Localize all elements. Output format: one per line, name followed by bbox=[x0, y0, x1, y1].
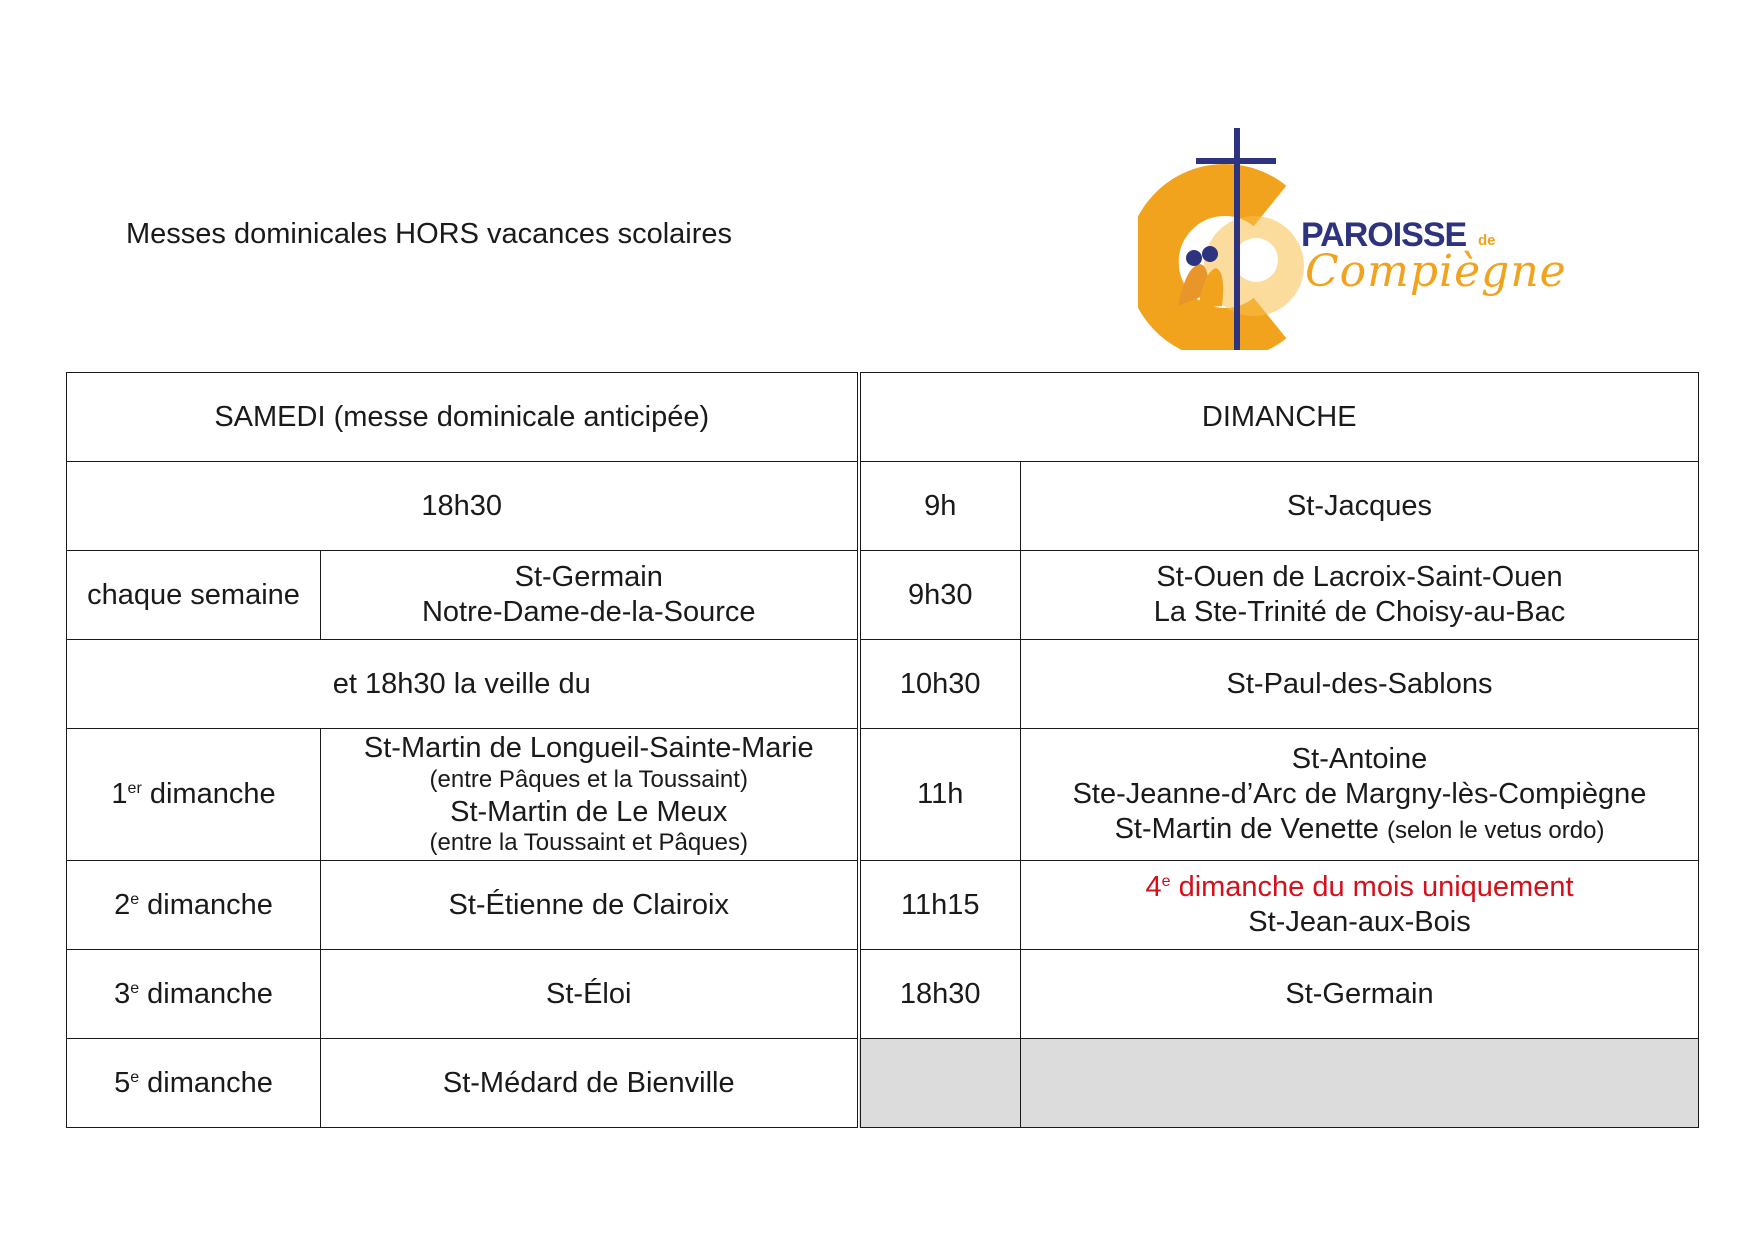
logo-word-city: Compiègne bbox=[1305, 246, 1567, 297]
church-name: Ste-Jeanne-d’Arc de Margny-lès-Compiègne bbox=[1072, 778, 1647, 811]
ordinal-suffix: e bbox=[130, 890, 140, 908]
church-name: St-Ouen de Lacroix-Saint-Ouen bbox=[1156, 561, 1563, 594]
samedi-frequency bbox=[67, 861, 321, 950]
frequency-label: dimanche bbox=[139, 888, 273, 921]
samedi-frequency bbox=[67, 950, 321, 1039]
ordinal-number: 3 bbox=[114, 977, 131, 1010]
samedi-church: St-Étienne de Clairoix bbox=[321, 861, 859, 950]
ordinal-suffix: e bbox=[1161, 873, 1171, 891]
ordinal-suffix: er bbox=[127, 780, 142, 798]
ordinal-number: 5 bbox=[114, 1066, 131, 1099]
document-title: Messes dominicales HORS vacances scolaires bbox=[126, 218, 732, 250]
samedi-frequency bbox=[67, 729, 321, 861]
table-row bbox=[67, 640, 1699, 729]
samedi-church: St-Médard de Bienville bbox=[321, 1039, 859, 1128]
samedi-churches bbox=[321, 729, 859, 861]
dimanche-churches bbox=[1021, 729, 1699, 861]
samedi-time: 18h30 bbox=[67, 462, 859, 551]
samedi-frequency bbox=[67, 1039, 321, 1128]
logo-word-de: de bbox=[1478, 232, 1496, 249]
church-name: St-Jean-aux-Bois bbox=[1248, 906, 1471, 938]
dimanche-time: 11h bbox=[859, 729, 1021, 861]
samedi-header: SAMEDI (messe dominicale anticipée) bbox=[67, 373, 859, 462]
table-row bbox=[67, 729, 1699, 861]
table-row bbox=[67, 551, 1699, 640]
samedi-churches bbox=[321, 551, 859, 640]
special-notice bbox=[1027, 870, 1692, 905]
church-note: (entre Pâques et la Toussaint) bbox=[429, 765, 748, 793]
frequency-label: dimanche bbox=[141, 778, 276, 811]
ordinal-number: 4 bbox=[1145, 871, 1162, 904]
parish-logo bbox=[1138, 128, 1567, 350]
ordinal-number: 2 bbox=[114, 888, 131, 921]
table-row bbox=[67, 1039, 1699, 1128]
church-name: St-Antoine bbox=[1291, 743, 1428, 776]
table-header-row bbox=[67, 373, 1699, 462]
church-name: St-Martin de Longueil-Sainte-Marie bbox=[363, 731, 814, 764]
dimanche-time: 18h30 bbox=[859, 950, 1021, 1039]
ordinal-suffix: e bbox=[130, 1068, 140, 1086]
dimanche-time: 11h15 bbox=[859, 861, 1021, 950]
dimanche-church: St-Jacques bbox=[1021, 462, 1699, 551]
church-note: (entre la Toussaint et Pâques) bbox=[429, 829, 748, 857]
table-row bbox=[67, 462, 1699, 551]
table-row bbox=[67, 861, 1699, 950]
church-name: St-Germain bbox=[514, 561, 663, 594]
dimanche-church: St-Germain bbox=[1021, 950, 1699, 1039]
samedi-time: et 18h30 la veille du bbox=[67, 640, 859, 729]
empty-cell bbox=[859, 1039, 1021, 1128]
church-name: La Ste-Trinité de Choisy-au-Bac bbox=[1153, 596, 1566, 628]
frequency-label: dimanche bbox=[139, 1066, 273, 1099]
dimanche-church: St-Paul-des-Sablons bbox=[1021, 640, 1699, 729]
church-line bbox=[1027, 812, 1692, 847]
church-note: (selon le vetus ordo) bbox=[1387, 816, 1605, 844]
dimanche-time: 10h30 bbox=[859, 640, 1021, 729]
dimanche-header: DIMANCHE bbox=[859, 373, 1699, 462]
empty-cell bbox=[1021, 1039, 1699, 1128]
dimanche-churches bbox=[1021, 861, 1699, 950]
samedi-frequency: chaque semaine bbox=[67, 551, 321, 640]
notice-text: dimanche du mois uniquement bbox=[1170, 871, 1574, 904]
samedi-church: St-Éloi bbox=[321, 950, 859, 1039]
table-row bbox=[67, 950, 1699, 1039]
logo-word-paroisse: PAROISSE bbox=[1301, 216, 1467, 254]
mass-schedule-table bbox=[66, 372, 1699, 1128]
ordinal-suffix: e bbox=[130, 979, 140, 997]
church-name: St-Martin de Le Meux bbox=[450, 795, 728, 828]
church-name: St-Martin de Venette bbox=[1114, 812, 1379, 845]
church-name: Notre-Dame-de-la-Source bbox=[421, 596, 756, 628]
frequency-label: dimanche bbox=[139, 977, 273, 1010]
ordinal-number: 1 bbox=[111, 778, 128, 811]
dimanche-time: 9h30 bbox=[859, 551, 1021, 640]
dimanche-time: 9h bbox=[859, 462, 1021, 551]
dimanche-churches bbox=[1021, 551, 1699, 640]
